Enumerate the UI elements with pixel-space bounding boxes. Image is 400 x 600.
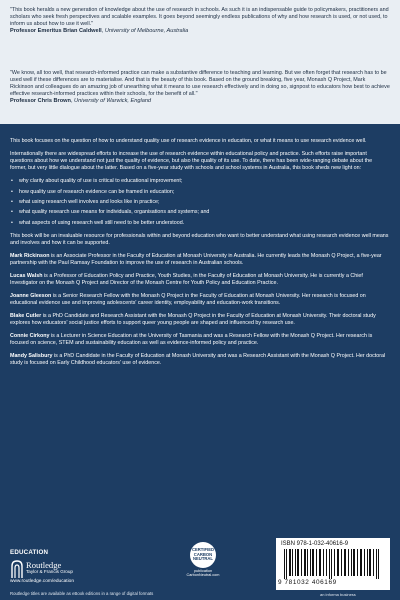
- publisher-url[interactable]: www.routledge.com/education: [10, 579, 74, 584]
- endorsement-1: [0, 7, 400, 35]
- topics-list: [10, 178, 390, 226]
- author-bio-text: is an Associate Professor in the Faculty of Education at Monash University in Australia. He currently leads the Monash Q Project, a five-year partnership with the Paul Ramsay Foundation to improve the use of research in Australian schools.: [10, 252, 382, 266]
- author-bio: [10, 313, 390, 327]
- author-name: Joanne Gleeson: [10, 292, 52, 299]
- author-bio: [10, 273, 390, 287]
- blurb-intro: This book focuses on the question of how to understand quality use of research evidence in education, or what it means to use research evidence well.: [10, 138, 367, 144]
- endorser-affiliation: University of Melbourne, Australia: [104, 28, 189, 35]
- topic-item: • what quality research use means for individuals, organisations and systems; and: [10, 209, 390, 216]
- endorser-name: Professor Chris Brown: [10, 98, 71, 105]
- publisher-group: Taylor & Francis Group: [26, 569, 73, 574]
- blurb-audience: This book will be an invaluable resource for professionals within and beyond education who want to better understand what using research evidence well means and involves and how it can be supported.: [10, 232, 389, 246]
- carbon-publication-label: publication: [193, 569, 213, 573]
- ebook-note: Routledge titles are available as eBook editions in a range of digital formats: [10, 591, 154, 596]
- publisher-logo: [10, 560, 73, 579]
- carbon-certified-text: CERTIFIED: [191, 547, 215, 553]
- endorsement-text: "We know, all too well, that research-informed practice can make a substantive difference to teaching and learning. But we often forget that research has to be used well if these differences are to materialise. And that is the beauty of this book. Based on the ground breaking, five year, Monash Q Project, Mark Rickinson and colleagues do an amazing job of unearthing what it means to use research effectively and in doing so, signpost to educators how best to achieve effective research-informed practices within their schools, for the benefit of all.": [10, 70, 390, 98]
- author-bio-text: is a PhD Candidate in the Faculty of Education at Monash University and was a Research Assistant with the Monash Q Project. Her doctoral study is focused on Early Childhood educators' use of evidence.: [10, 353, 386, 367]
- informa-label: an informa business: [320, 592, 356, 597]
- publisher-name: Routledge: [26, 560, 62, 570]
- author-bio: [10, 253, 390, 267]
- author-name: Blake Cutler: [10, 312, 42, 319]
- author-name: Mandy Salisbury: [10, 353, 53, 360]
- author-bio: [10, 333, 390, 347]
- endorser-name: Professor Emeritus Brian Caldwell: [10, 28, 102, 35]
- barcode-icon: [282, 549, 384, 579]
- carbon-neutral-badge: [184, 542, 222, 577]
- author-bio: [10, 353, 390, 367]
- carbon-neutral-seal-icon: [190, 542, 216, 568]
- endorsement-text: "This book heralds a new generation of knowledge about the use of research in schools. As such it is an indispensable guide to policymakers, practitioners and scholars who seek fresh perspectives and scalable examples. It goes beyond seemingly endless publications of why and how research is used, or not used, to inform us about how to use it well.": [10, 7, 389, 28]
- author-name: Lucas Walsh: [10, 272, 43, 279]
- author-bio-text: is a Lecturer in Science Education at the University of Tasmania and was a Research Fellow with the Monash Q Project. Her research is focused on science, STEM and sustainability education as well as evidence-informed policy and practice.: [10, 333, 373, 347]
- isbn-label: ISBN 978-1-032-40616-9: [281, 541, 349, 547]
- topic-item: • why clarity about quality of use is critical to educational improvement;: [10, 178, 390, 185]
- carbon-site-label: CarbonNeutral.com: [186, 573, 220, 577]
- topic-item: • how quality use of research evidence can be framed in education;: [10, 189, 390, 196]
- carbon-text: CARBON: [193, 551, 213, 557]
- topic-item: • what using research well involves and looks like in practice;: [10, 199, 390, 206]
- endorsement-attribution: Professor Emeritus Brian Caldwell, University of Melbourne, Australia: [10, 28, 189, 35]
- endorser-affiliation: University of Warwick, England: [74, 98, 152, 105]
- barcode-digits: 9 781032 406169: [278, 579, 337, 586]
- author-bio: [10, 293, 390, 307]
- author-name: Connie Cirkony: [10, 333, 50, 340]
- barcode-panel: [276, 538, 390, 590]
- endorsement-2: [0, 70, 400, 106]
- routledge-logo-icon: [10, 560, 24, 579]
- blurb: [10, 138, 390, 373]
- author-bio-text: is a PhD Candidate and Research Assistant with the Monash Q Project in the Faculty of Education at Monash University. Their doctoral study explores how educators' social justice efforts to support queer young people are shaped and influenced by research use.: [10, 312, 376, 327]
- topic-item: • what aspects of using research well still need to be better understood.: [10, 220, 390, 227]
- author-bio-text: is a Professor of Education Policy and Practice, Youth Studies, in the Faculty of Education at Monash University. He is currently a Chief Investigator on the Monash Q Project and Director of the Monash Centre for Youth Policy and Education Practice.: [10, 272, 363, 286]
- neutral-text: NEUTRAL: [192, 556, 213, 562]
- subject-category: EDUCATION: [10, 549, 49, 556]
- blurb-context: Internationally there are widespread efforts to increase the use of research evidence within educational policy and practice. Such efforts raise important questions about how we understand not just the quality of evidence, but also the quality of its use. To date, there has been wide-ranging debate about the former, but very little dialogue about the latter. Based on a five-year study with schools and school systems in Australia, this book sheds new light on:: [10, 151, 373, 172]
- author-name: Mark Rickinson: [10, 252, 50, 259]
- endorsements-panel: [0, 0, 400, 124]
- endorsement-attribution: Professor Chris Brown, University of Warwick, England: [10, 98, 152, 105]
- author-bio-text: is a Senior Research Fellow with the Monash Q Project in the Faculty of Education at Monash University. Her research is focused on educational evidence use and improving adolescents' career identity, employability and education-work transitions.: [10, 292, 366, 306]
